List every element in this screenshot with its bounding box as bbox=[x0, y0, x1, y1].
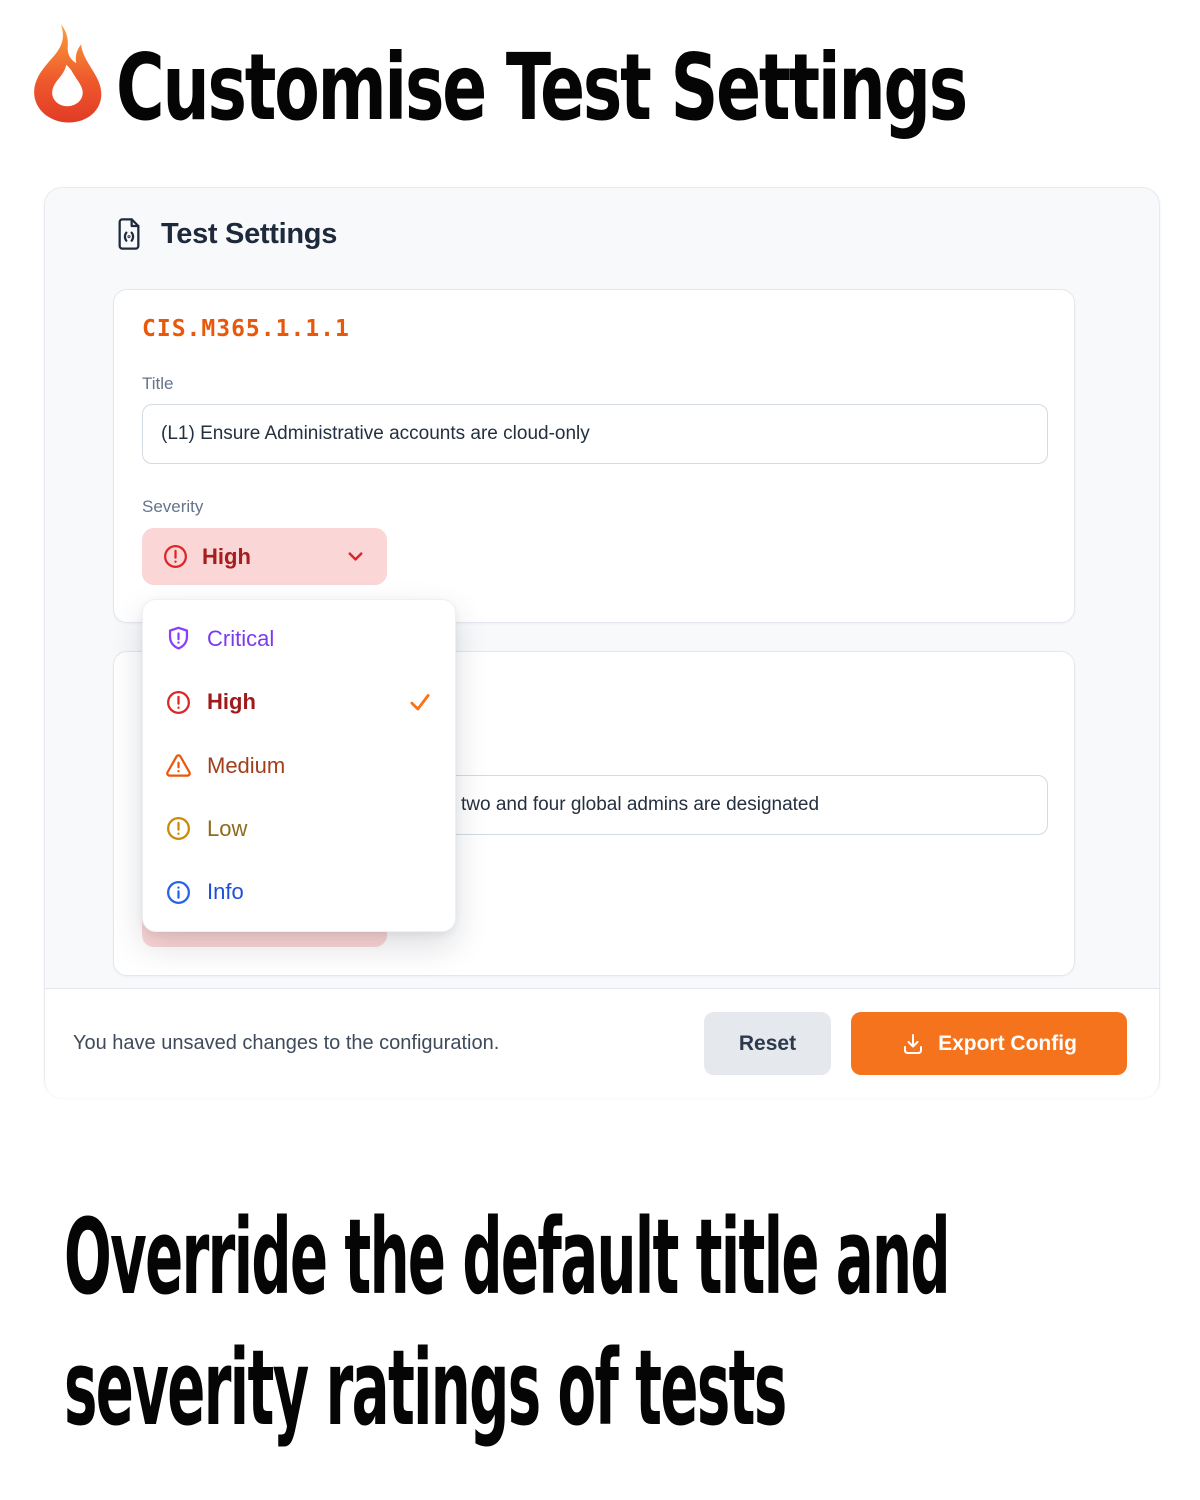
severity-option-low[interactable] bbox=[143, 797, 455, 860]
option-label: High bbox=[207, 689, 256, 715]
export-config-button[interactable] bbox=[851, 1012, 1127, 1075]
alert-circle-icon bbox=[165, 815, 192, 842]
severity-select-high[interactable] bbox=[142, 528, 387, 585]
panel-title: Test Settings bbox=[161, 217, 338, 250]
alert-circle-icon bbox=[162, 543, 189, 570]
option-label: Low bbox=[207, 815, 248, 841]
download-icon bbox=[901, 1032, 925, 1056]
option-label: Critical bbox=[207, 625, 275, 651]
caption-line-1: Override the default title and bbox=[64, 1196, 949, 1318]
file-code-icon bbox=[113, 216, 145, 252]
severity-option-critical[interactable] bbox=[143, 607, 455, 670]
unsaved-changes-message: You have unsaved changes to the configuration. bbox=[73, 1032, 500, 1054]
alert-circle-icon bbox=[165, 689, 192, 716]
page-title: Customise Test Settings bbox=[116, 34, 966, 141]
severity-option-medium[interactable] bbox=[143, 734, 455, 797]
caption bbox=[64, 1192, 949, 1454]
test-code: CIS.M365.1.1.1 bbox=[142, 316, 350, 342]
caption-line-2: severity ratings of tests bbox=[64, 1327, 786, 1450]
triangle-alert-icon bbox=[165, 752, 192, 779]
title-field-label: Title bbox=[142, 374, 174, 393]
option-label: Info bbox=[207, 879, 244, 905]
severity-option-info[interactable] bbox=[143, 861, 455, 924]
panel-header bbox=[113, 216, 337, 252]
test-card-cis-m365-1-1-1 bbox=[113, 289, 1075, 623]
severity-option-high[interactable] bbox=[143, 670, 455, 733]
flame-icon bbox=[28, 12, 106, 136]
reset-button[interactable]: Reset bbox=[704, 1012, 831, 1075]
severity-field-label: Severity bbox=[142, 497, 204, 516]
test-settings-panel bbox=[44, 187, 1160, 1097]
export-config-label: Export Config bbox=[938, 1031, 1077, 1055]
check-icon bbox=[407, 689, 433, 715]
severity-value: High bbox=[202, 543, 251, 569]
panel-footer bbox=[45, 988, 1159, 1098]
test-title-input[interactable] bbox=[142, 404, 1048, 464]
shield-alert-icon bbox=[165, 625, 192, 652]
severity-dropdown-menu bbox=[142, 599, 456, 932]
chevron-down-icon bbox=[344, 545, 367, 568]
info-circle-icon bbox=[165, 879, 192, 906]
option-label: Medium bbox=[207, 752, 286, 778]
